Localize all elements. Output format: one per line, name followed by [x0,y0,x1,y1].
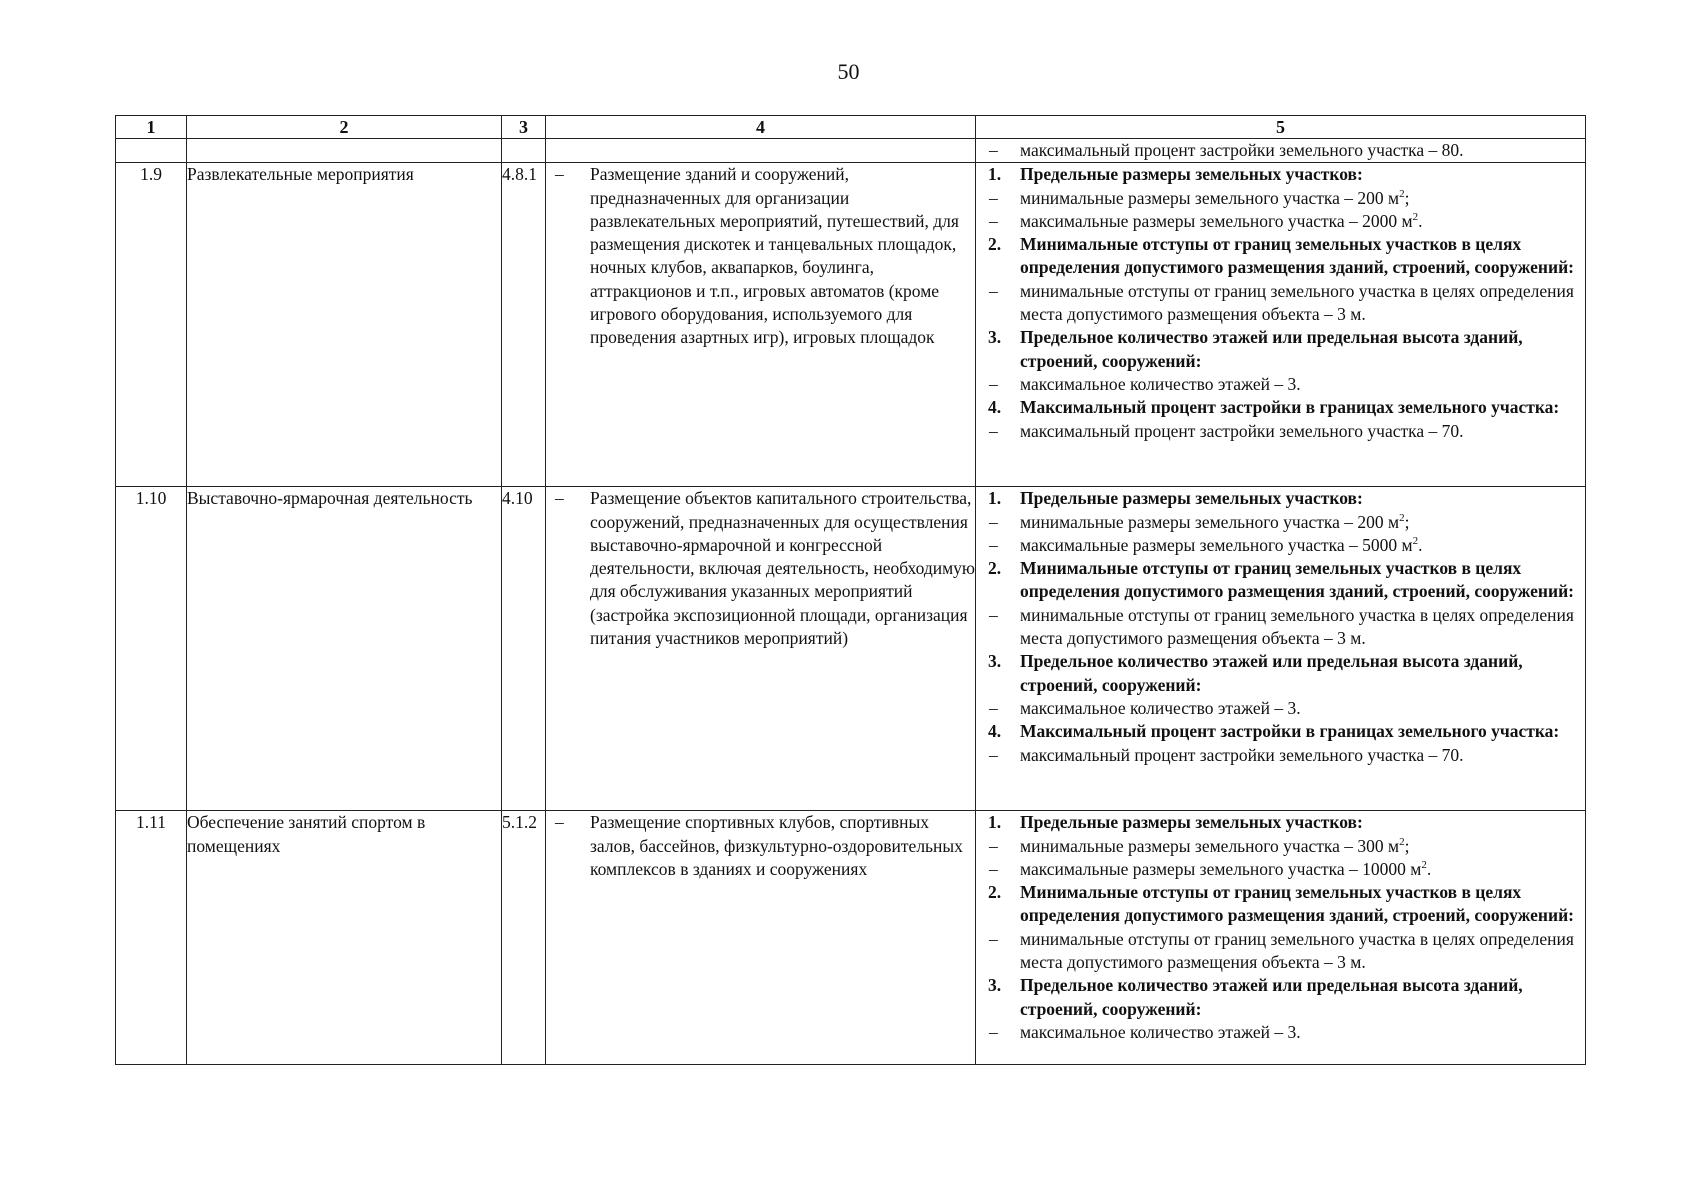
param-text: максимальный процент застройки земельного участка – 70. [1020,744,1464,765]
param-heading [976,163,1585,186]
unit-superscript: 2 [1412,535,1419,548]
param-marker: 2. [988,882,1002,903]
param-heading [976,233,1585,280]
param-marker: 1. [988,164,1002,185]
carry-over-params [976,139,1586,163]
param-text: Предельное количество этажей или предельная высота зданий, строений, сооружений: [1020,327,1523,371]
header-col-2: 2 [187,116,502,139]
param-heading [976,811,1585,834]
param-line [976,697,1585,720]
unit-superscript: 2 [1399,187,1405,200]
param-heading [976,396,1585,419]
param-marker: – [989,210,998,231]
param-text: Максимальный процент застройки в границах земельного участка: [1020,721,1560,742]
param-text-wrap [1020,974,1585,1021]
param-text-wrap [1020,744,1585,767]
classifier-code: 4.10 [502,487,546,811]
param-text-wrap [1020,881,1585,928]
param-text-wrap [1020,233,1585,280]
param-text: Предельные размеры земельных участков: [1020,812,1363,833]
use-type-description [546,487,976,811]
classifier-code: 5.1.2 [502,811,546,1065]
param-text: максимальные размеры земельного участка – 5000 м [1020,534,1413,555]
unit-superscript: 2 [1412,211,1419,224]
desc-marker: – [555,812,564,833]
carry-over-desc [546,139,976,163]
param-marker: – [989,1021,998,1042]
param-marker: 4. [988,721,1002,742]
param-text-wrap [1020,1021,1585,1044]
param-text: минимальные размеры земельного участка – 200 м [1020,511,1400,532]
param-line [976,280,1585,327]
param-text: максимальный процент застройки земельного участка – 70. [1020,420,1464,441]
param-marker: – [989,604,998,625]
row-number: 1.10 [116,487,187,811]
param-text-wrap [1020,604,1585,651]
param-line [976,511,1585,534]
param-marker: – [989,420,998,441]
table-row [116,487,1586,811]
param-text-wrap [1020,534,1585,557]
use-type-description [546,163,976,487]
param-marker: – [989,373,998,394]
param-text-wrap [1020,187,1585,210]
param-text: минимальные размеры земельного участка – 200 м [1020,187,1400,208]
parameters-cell [976,487,1586,811]
param-marker: 1. [988,488,1002,509]
param-line [976,420,1585,443]
param-marker: – [989,744,998,765]
param-text: Предельное количество этажей или предельная высота зданий, строений, сооружений: [1020,975,1523,1019]
desc-text: Размещение спортивных клубов, спортивных залов, бассейнов, физкультурно-оздоровительных комплексов в зданиях и сооружениях [590,812,963,879]
param-line [976,744,1585,767]
param-text: максимальные размеры земельного участка – 10000 м [1020,858,1422,879]
param-line [976,373,1585,396]
param-heading [976,557,1585,604]
param-punctuation: . [1426,858,1432,879]
param-text: Максимальный процент застройки в границах земельного участка: [1020,397,1560,418]
parameters-cell [976,811,1586,1065]
param-text: Предельные размеры земельных участков: [1020,488,1363,509]
desc-text: Размещение объектов капитального строительства, сооружений, предназначенных для осуществления выставочно-ярмарочной и конгрессной деятельности, включая деятельность, необходимую для обслуживания указанных мероприятий (застройка экспозиционной площади, организация питания участников мероприятий) [590,488,975,649]
use-type-description [546,811,976,1065]
param-text: Минимальные отступы от границ земельных участков в целях определения допустимого размещения зданий, строений, сооружений: [1020,882,1574,926]
param-heading [976,326,1585,373]
param-punctuation: ; [1404,835,1410,856]
param-marker: 4. [988,397,1002,418]
page-number: 50 [837,59,860,84]
param-text: максимальное количество этажей – 3. [1020,1021,1301,1042]
param-heading [976,650,1585,697]
param-line [976,604,1585,651]
table-row [116,163,1586,487]
param-marker: 1. [988,812,1002,833]
param-text-wrap [1020,487,1585,510]
param-marker: 3. [988,327,1002,348]
param-text: Минимальные отступы от границ земельных участков в целях определения допустимого размещения зданий, строений, сооружений: [1020,558,1574,602]
param-text-wrap [1020,396,1585,419]
param-text-wrap [1020,858,1585,881]
use-type-name: Обеспечение занятий спортом в помещениях [187,811,502,1065]
param-text-wrap [1020,280,1585,327]
param-marker: – [989,140,998,160]
param-marker: 2. [988,234,1002,255]
param-punctuation: ; [1404,511,1410,532]
param-text-wrap [1020,697,1585,720]
row-number: 1.11 [116,811,187,1065]
param-line [976,210,1585,233]
param-line [976,928,1585,975]
param-marker: – [989,511,998,532]
carry-over-name [187,139,502,163]
param-text-wrap [1020,928,1585,975]
param-text-wrap [1020,373,1585,396]
param-text: максимальное количество этажей – 3. [1020,373,1301,394]
param-text: максимальное количество этажей – 3. [1020,697,1301,718]
param-text-wrap [1020,650,1585,697]
header-col-4: 4 [546,116,976,139]
unit-superscript: 2 [1421,859,1427,872]
param-punctuation: . [1418,534,1423,555]
param-marker: 3. [988,975,1002,996]
header-col-1: 1 [116,116,187,139]
param-text: минимальные отступы от границ земельного участка в целях определения места допустимого размещения объекта – 3 м. [1020,604,1574,649]
row-number: 1.9 [116,163,187,487]
param-heading [976,974,1585,1021]
unit-superscript: 2 [1399,835,1405,848]
unit-superscript: 2 [1399,511,1405,524]
header-col-3: 3 [502,116,546,139]
param-marker: – [989,534,998,555]
param-text-wrap [1020,326,1585,373]
param-line [976,534,1585,557]
param-text: Предельные размеры земельных участков: [1020,164,1363,185]
param-text: минимальные размеры земельного участка – 300 м [1020,835,1400,856]
param-marker: 3. [988,651,1002,672]
param-text: минимальные отступы от границ земельного участка в целях определения места допустимого размещения объекта – 3 м. [1020,280,1574,325]
carry-over-row [116,139,1586,163]
parameters-cell [976,163,1586,487]
param-line [976,835,1585,858]
param-marker: – [989,187,998,208]
param-text: Предельное количество этажей или предельная высота зданий, строений, сооружений: [1020,651,1523,695]
param-heading [976,881,1585,928]
table-row [116,811,1586,1065]
param-punctuation: . [1418,210,1423,231]
param-text: максимальные размеры земельного участка – 2000 м [1020,210,1413,231]
param-marker: 2. [988,558,1002,579]
param-marker: – [989,858,998,879]
param-text-wrap [1020,835,1585,858]
header-col-5: 5 [976,116,1586,139]
param-line [976,139,1585,162]
param-marker: – [989,280,998,301]
param-text-wrap [1020,210,1585,233]
param-text: максимальный процент застройки земельного участка – 80. [1020,140,1464,160]
param-text: Минимальные отступы от границ земельных участков в целях определения допустимого размещения зданий, строений, сооружений: [1020,234,1574,278]
param-text-wrap [1020,163,1585,186]
param-text-wrap [1020,420,1585,443]
desc-marker: – [555,488,564,509]
header-row [116,116,1586,139]
param-punctuation: ; [1404,187,1410,208]
param-line [976,858,1585,881]
param-marker: – [989,928,998,949]
param-heading [976,487,1585,510]
param-text: минимальные отступы от границ земельного участка в целях определения места допустимого размещения объекта – 3 м. [1020,928,1574,973]
carry-over-num [116,139,187,163]
param-text-wrap [1020,511,1585,534]
param-marker: – [989,835,998,856]
desc-text: Размещение зданий и сооружений, предназначенных для организации развлекательных мероприятий, путешествий, для размещения дискотек и танцевальных площадок, ночных клубов, аквапарков, боулинга, аттракционов и т.п., игровых автоматов (кроме игрового оборудования, используемого для проведения азартных игр), игровых площадок [590,164,959,348]
use-type-name: Развлекательные мероприятия [187,163,502,487]
param-line [976,1021,1585,1044]
param-text-wrap [1020,557,1585,604]
use-type-name: Выставочно-ярмарочная деятельность [187,487,502,811]
param-text-wrap [1020,720,1585,743]
desc-marker: – [555,164,564,185]
zoning-table [115,115,1586,1065]
param-heading [976,720,1585,743]
param-marker: – [989,697,998,718]
carry-over-code [502,139,546,163]
param-text-wrap [1020,811,1585,834]
param-line [976,187,1585,210]
classifier-code: 4.8.1 [502,163,546,487]
